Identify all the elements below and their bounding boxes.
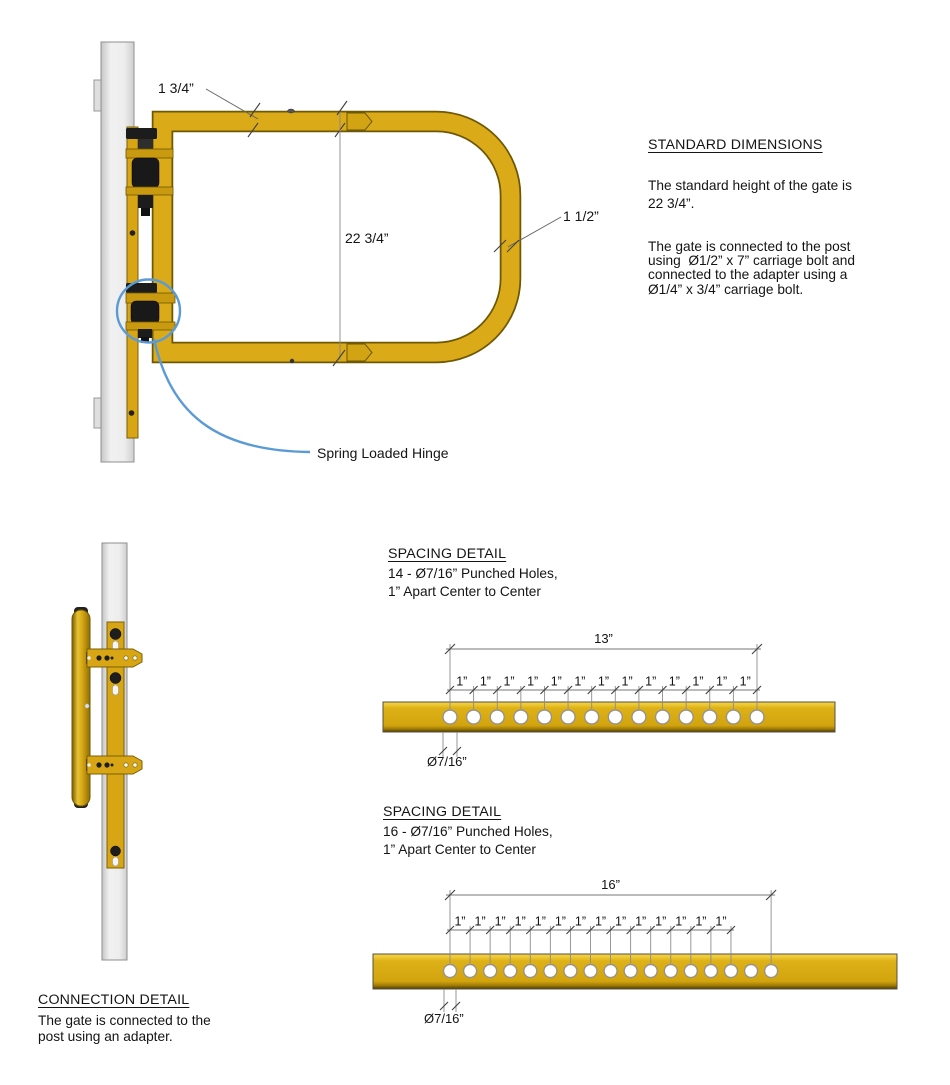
text-line: 14 - Ø7/16” Punched Holes, (388, 566, 558, 581)
gate-tube-section (72, 607, 90, 808)
adapter-arm-top (86, 649, 142, 667)
overall-dim-label: 13” (594, 631, 613, 646)
punched-hole (464, 965, 477, 978)
dim-rail-width-label: 1 3/4” (158, 80, 194, 96)
punched-hole (443, 710, 457, 724)
punched-hole (585, 710, 599, 724)
text-line: The gate is connected to the (38, 1013, 211, 1028)
unit-dim-label: 1” (739, 674, 751, 689)
rail-bolt (290, 359, 294, 363)
unit-dim-label: 1” (550, 674, 562, 689)
text-line: The gate is connected to the post (648, 239, 851, 254)
carriage-bolt (110, 673, 121, 684)
text-line: connected to the adapter using a (648, 267, 848, 283)
text-line: Ø1/4” x 3/4” carriage bolt. (648, 281, 804, 297)
text-line: post using an adapter. (38, 1029, 173, 1045)
dim-gate-height-label: 22 3/4” (345, 230, 389, 246)
unit-dim-label: 1” (597, 674, 610, 689)
standard-dimensions-para2 (648, 240, 855, 297)
punched-hole (444, 965, 457, 978)
punched-hole (632, 710, 646, 724)
punched-hole (724, 965, 737, 978)
adapter-arm-bottom (86, 756, 142, 774)
spacing-detail-1-drawing (360, 630, 900, 790)
spacing-detail-2-title: SPACING DETAIL (383, 804, 502, 820)
standard-dimensions-title: STANDARD DIMENSIONS (648, 137, 823, 153)
unit-dim-label: 1” (494, 914, 506, 929)
hinge-callout-label: Spring Loaded Hinge (317, 445, 449, 461)
punched-hole (703, 710, 717, 724)
punched-hole (524, 965, 537, 978)
punched-hole (765, 965, 778, 978)
connection-detail-title: CONNECTION DETAIL (38, 992, 190, 1008)
unit-dim-label: 1” (594, 914, 607, 929)
hole-dim-label: Ø7/16” (427, 754, 467, 769)
carriage-bolt (111, 846, 121, 856)
punched-hole (604, 965, 617, 978)
punched-hole (504, 965, 517, 978)
unit-dim-label: 1” (635, 914, 647, 929)
punched-hole (745, 965, 758, 978)
dim-tube-diameter-label: 1 1/2” (563, 208, 599, 224)
unit-dim-label: 1” (695, 914, 707, 929)
unit-dim-label: 1” (692, 674, 704, 689)
connection-detail-drawing (0, 530, 280, 990)
text-line: 22 3/4”. (648, 195, 695, 211)
unit-dim-label: 1” (514, 914, 526, 929)
dim-gate-height (333, 112, 389, 366)
punched-hole (484, 965, 497, 978)
spacing-detail-2-drawing (360, 877, 920, 1040)
unit-dim-label: 1” (454, 914, 466, 929)
punched-hole (584, 965, 597, 978)
unit-dim-label: 1” (716, 674, 728, 689)
spacing-detail-2-block (383, 804, 553, 860)
punched-hole (679, 710, 693, 724)
carriage-bolt (110, 629, 121, 640)
hole-dim-label: Ø7/16” (424, 1011, 464, 1026)
punched-hole (750, 710, 764, 724)
unit-dim-label: 1” (715, 914, 727, 929)
unit-dim-label: 1” (554, 914, 566, 929)
standard-dimensions-para1 (648, 177, 855, 212)
unit-dim-label: 1” (574, 914, 587, 929)
punched-hole (608, 710, 622, 724)
punched-hole (704, 965, 717, 978)
spacing-detail-1-title: SPACING DETAIL (388, 546, 507, 562)
punched-hole (664, 965, 677, 978)
punched-hole (561, 710, 575, 724)
punched-hole (684, 965, 697, 978)
overall-dim-label: 16” (601, 877, 620, 892)
punched-hole (490, 710, 504, 724)
unit-dim-label: 1” (534, 914, 546, 929)
punched-hole (514, 710, 528, 724)
punched-hole (656, 710, 670, 724)
punched-hole (624, 965, 637, 978)
unit-dim-label: 1” (615, 914, 627, 929)
connection-detail-block (38, 992, 211, 1045)
punched-hole (544, 965, 557, 978)
punched-hole (564, 965, 577, 978)
text-line: using Ø1/2” x 7” carriage bolt and (648, 253, 855, 269)
gate-frame (163, 109, 511, 363)
punched-hole (467, 710, 481, 724)
punched-hole (644, 965, 657, 978)
unit-dim-label: 1” (645, 674, 657, 689)
unit-dim-label: 1” (655, 914, 667, 929)
unit-dim-label: 1” (668, 674, 680, 689)
unit-dim-label: 1” (503, 674, 515, 689)
unit-dim-label: 1” (621, 674, 633, 689)
text-line: The standard height of the gate is (648, 178, 852, 193)
text-line: 1” Apart Center to Center (388, 584, 541, 600)
spacing-detail-1-block (388, 546, 558, 602)
gate-assembly-drawing (0, 0, 660, 500)
rail-bolt (288, 109, 295, 113)
unit-dim-label: 1” (574, 674, 586, 689)
punched-hole (726, 710, 740, 724)
unit-dim-label: 1” (479, 674, 491, 689)
unit-dim-label: 1” (527, 674, 539, 689)
text-line: 16 - Ø7/16” Punched Holes, (383, 824, 553, 839)
unit-dim-label: 1” (675, 914, 687, 929)
standard-dimensions-block (648, 137, 855, 297)
unit-dim-label: 1” (456, 674, 468, 689)
punched-hole (537, 710, 551, 724)
text-line: 1” Apart Center to Center (383, 842, 536, 858)
unit-dim-label: 1” (474, 914, 486, 929)
